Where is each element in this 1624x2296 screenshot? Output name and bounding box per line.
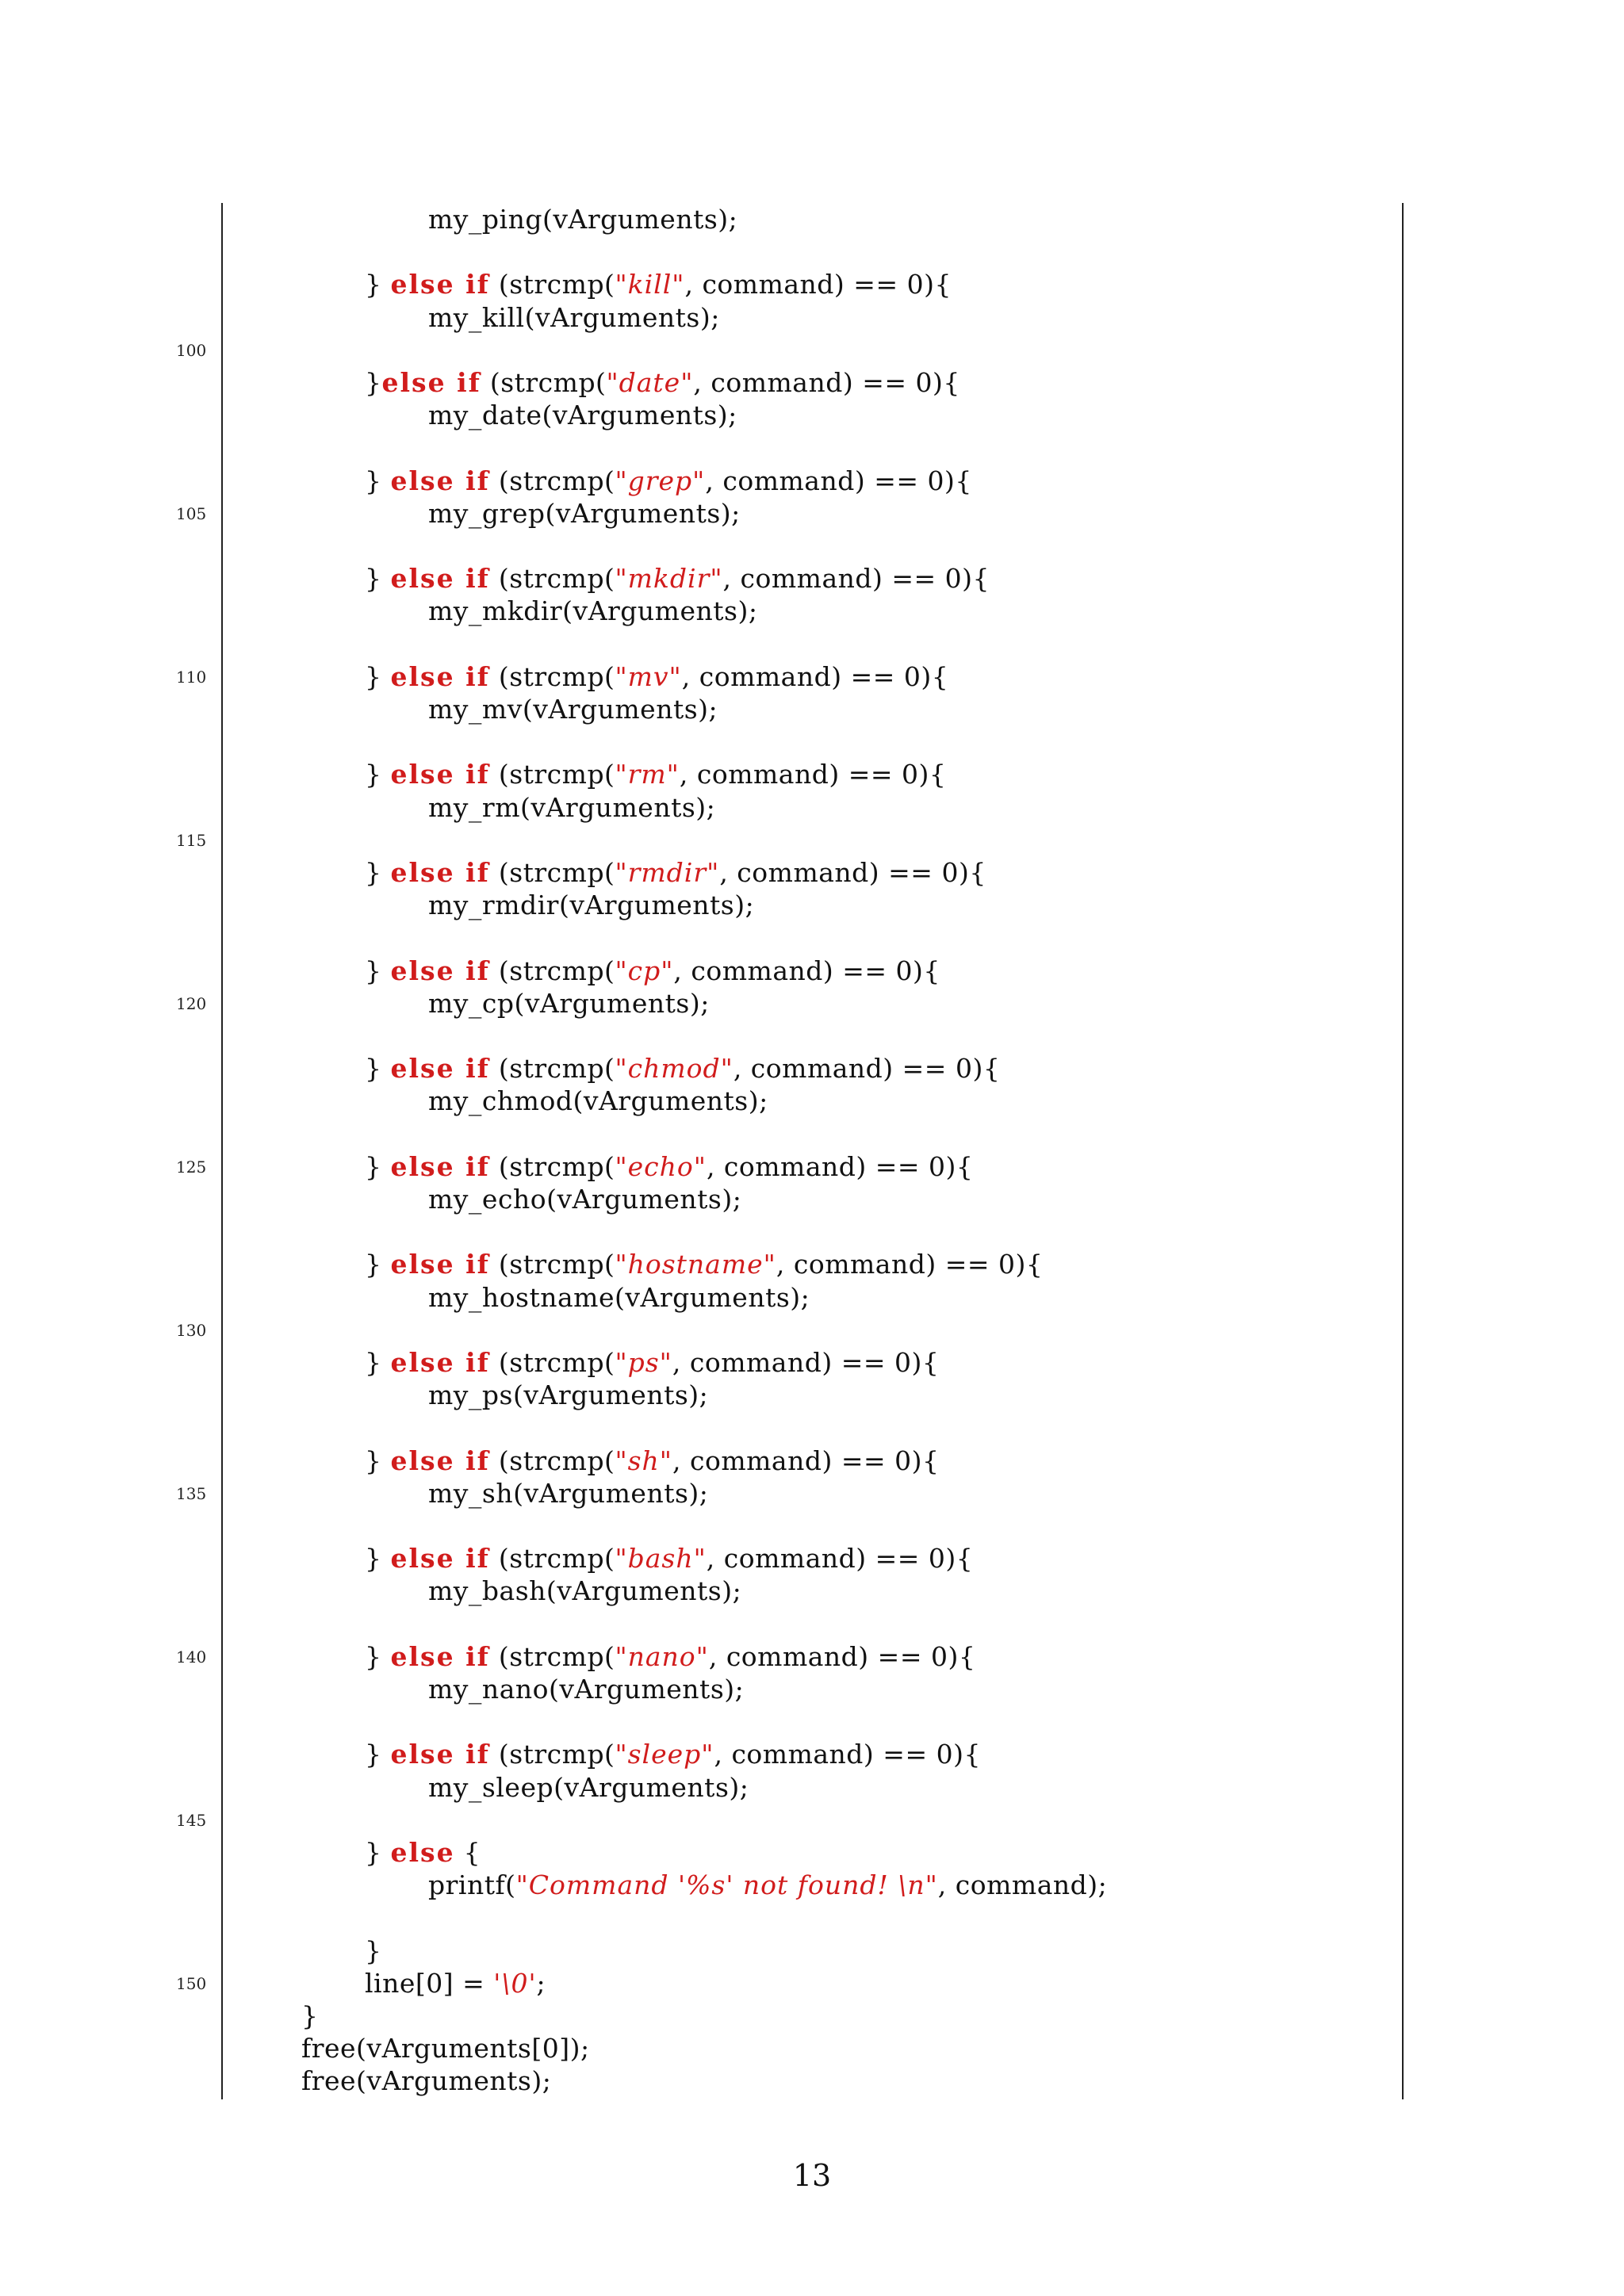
code-line [428,890,754,921]
code-text: (strcmp( [489,465,615,496]
code-text: free(vArguments[0]); [301,2033,590,2064]
code-keyword: else if [390,660,490,692]
code-text: , command) == 0){ [733,1053,1001,1085]
code-text: } [365,1640,391,1672]
code-text: } [365,1347,391,1378]
code-text: my_kill(vArguments); [428,301,720,333]
code-text: } [301,2000,319,2031]
code-text: printf( [428,1869,516,1901]
code-keyword: else if [390,1739,490,1770]
code-text: } [365,1837,391,1868]
code-string-literal: "ps" [615,1347,672,1378]
code-text: } [365,1249,391,1280]
code-line [365,1739,981,1770]
code-text: (strcmp( [489,563,615,595]
code-line [365,955,940,987]
code-text: my_sh(vArguments); [428,1477,709,1509]
code-frame-right-rule [1402,203,1404,2099]
code-line [365,661,948,693]
code-text: my_chmod(vArguments); [428,1085,768,1117]
page-number: 13 [792,2158,832,2193]
code-text: free(vArguments); [301,2065,552,2097]
code-keyword: else if [390,563,490,595]
line-number: 105 [176,503,207,523]
code-string-literal: "sleep" [615,1739,714,1770]
line-number: 110 [176,667,207,687]
line-number: 145 [176,1810,207,1830]
code-text: , command) == 0){ [672,1445,940,1476]
code-string-literal: "Command '%s' not found! \n" [515,1869,938,1901]
code-text: , command) == 0){ [722,563,990,595]
line-number: 135 [176,1483,207,1503]
code-text: ; [536,1967,546,1999]
code-text: , command) == 0){ [706,1543,974,1575]
code-line [365,1935,382,1967]
code-text: } [365,1543,391,1575]
line-number: 150 [176,1973,207,1993]
code-text: , command) == 0){ [684,269,952,300]
code-line [428,1380,708,1411]
code-keyword: else if [390,1347,490,1378]
code-line [365,1347,939,1379]
code-text: (strcmp( [489,1249,615,1280]
code-string-literal: "grep" [615,465,706,496]
code-line [428,1085,768,1117]
code-line [428,1575,741,1607]
code-text: my_rmdir(vArguments); [428,890,755,921]
code-text: } [365,1150,391,1182]
code-text: my_echo(vArguments); [428,1184,742,1215]
code-line [301,2000,319,2032]
code-text: } [365,1934,382,1966]
code-text: , command) == 0){ [719,857,986,888]
code-text: my_date(vArguments); [428,400,737,431]
code-keyword: else if [390,1249,490,1280]
code-line [365,1445,939,1477]
code-text: , command) == 0){ [672,1347,940,1378]
code-line [365,759,946,790]
code-string-literal: "date" [606,367,694,398]
code-keyword: else if [390,1640,490,1672]
code-string-literal: "mkdir" [615,563,723,595]
line-number: 120 [176,993,207,1013]
code-text: (strcmp( [489,1739,615,1770]
code-line [365,367,960,399]
code-line [428,302,720,334]
code-text: } [365,465,391,496]
code-text: (strcmp( [489,1445,615,1476]
code-line [301,2065,551,2097]
code-text: my_ps(vArguments); [428,1380,709,1411]
line-number: 130 [176,1320,207,1340]
code-text: my_rm(vArguments); [428,791,716,823]
code-line [428,1772,749,1804]
code-line [428,1478,708,1510]
code-keyword: else if [390,759,490,790]
code-keyword: else if [390,269,490,300]
code-string-literal: "echo" [615,1150,707,1182]
code-text: , command) == 0){ [673,955,940,986]
code-text: , command) == 0){ [681,660,949,692]
code-text: } [365,563,391,595]
code-text: } [365,367,382,398]
code-text: , command); [937,1869,1108,1901]
code-text: , command) == 0){ [693,367,960,398]
code-text: { [454,1837,481,1868]
code-line [301,2033,590,2064]
line-number: 125 [176,1157,207,1177]
code-text: (strcmp( [489,660,615,692]
code-line [428,1674,744,1705]
code-line [428,792,715,824]
code-string-literal: "bash" [615,1543,707,1575]
code-keyword: else if [390,955,490,986]
line-number: 140 [176,1647,207,1667]
code-text: (strcmp( [489,1543,615,1575]
code-text: } [365,857,391,888]
code-line [428,694,718,725]
code-text: , command) == 0){ [714,1739,981,1770]
code-text: my_nano(vArguments); [428,1674,745,1705]
code-frame-left-rule [221,203,223,2099]
code-string-literal: "rmdir" [615,857,720,888]
code-keyword: else if [390,1543,490,1575]
code-text: } [365,660,391,692]
code-line [428,498,741,530]
code-text: my_cp(vArguments); [428,987,710,1019]
code-keyword: else if [390,1053,490,1085]
code-string-literal: "nano" [615,1640,709,1672]
code-string-literal: "hostname" [615,1249,776,1280]
code-string-literal: "mv" [615,660,682,692]
code-text: my_ping(vArguments); [428,204,738,235]
code-text: (strcmp( [489,1053,615,1085]
code-text: , command) == 0){ [705,465,972,496]
code-line [365,1151,973,1183]
code-text: , command) == 0){ [708,1640,976,1672]
code-text: (strcmp( [481,367,607,398]
code-string-literal: "cp" [615,955,674,986]
code-text: , command) == 0){ [776,1249,1044,1280]
code-text: } [365,1445,391,1476]
code-text: (strcmp( [489,955,615,986]
code-line [365,1543,973,1575]
code-line [428,1184,741,1215]
line-number: 100 [176,340,207,360]
code-text: my_bash(vArguments); [428,1575,742,1607]
code-text: my_grep(vArguments); [428,497,741,529]
code-string-literal: "chmod" [615,1053,733,1085]
code-text: } [365,269,391,300]
code-text: , command) == 0){ [706,1150,974,1182]
code-keyword: else if [390,465,490,496]
code-text: line[0] = [365,1967,494,1999]
code-line [428,1869,1107,1901]
line-number: 115 [176,830,207,850]
code-line [365,1053,1000,1085]
code-text: (strcmp( [489,1640,615,1672]
code-text: (strcmp( [489,857,615,888]
code-line [365,563,990,595]
code-text: my_mkdir(vArguments); [428,595,758,627]
code-line [365,1249,1043,1280]
code-text: } [365,1053,391,1085]
code-line [428,1282,810,1314]
code-line [365,269,952,300]
code-keyword: else if [390,1445,490,1476]
code-text: my_sleep(vArguments); [428,1771,749,1803]
code-text: } [365,955,391,986]
code-line [365,1968,546,1999]
code-keyword: else if [390,857,490,888]
code-line [365,465,972,497]
code-text: (strcmp( [489,759,615,790]
code-line [428,400,737,431]
code-text: (strcmp( [489,1347,615,1378]
code-keyword: else if [381,367,481,398]
code-line [428,204,737,235]
code-text: (strcmp( [489,269,615,300]
code-line [365,857,986,889]
code-keyword: else [390,1837,455,1868]
code-text: } [365,759,391,790]
code-keyword: else if [390,1150,490,1182]
code-string-literal: '\0' [493,1967,537,1999]
code-text: (strcmp( [489,1150,615,1182]
code-text: } [365,1739,391,1770]
code-string-literal: "sh" [615,1445,672,1476]
code-line [365,1837,481,1869]
code-string-literal: "kill" [615,269,685,300]
code-text: , command) == 0){ [679,759,947,790]
code-line [365,1641,975,1673]
code-text: my_mv(vArguments); [428,694,718,725]
code-line [428,988,710,1020]
code-text: my_hostname(vArguments); [428,1281,810,1313]
code-line [428,595,757,627]
code-string-literal: "rm" [615,759,680,790]
